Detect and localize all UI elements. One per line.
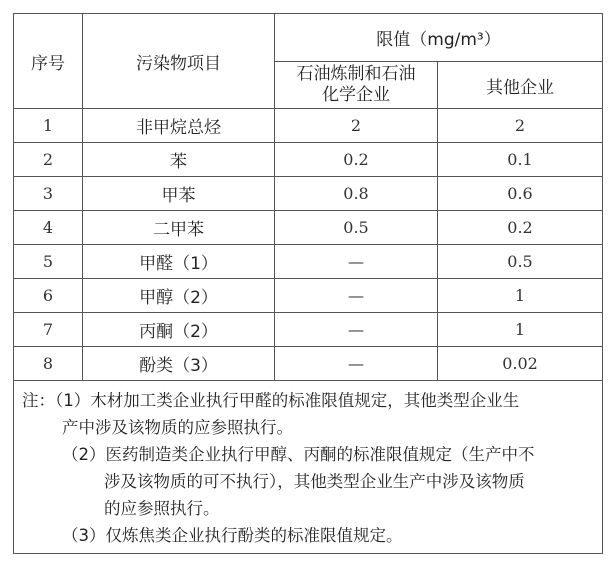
row-seq: 5 bbox=[14, 245, 83, 279]
row-item: 苯 bbox=[83, 143, 275, 177]
row-seq: 3 bbox=[14, 177, 83, 211]
row-other: 1 bbox=[438, 279, 603, 313]
row-item: 非甲烷总烃 bbox=[83, 109, 275, 143]
row-item: 酚类（3） bbox=[83, 347, 275, 381]
limit-title-text: 限值（mg/m³） bbox=[376, 30, 501, 50]
header-seq: 序号 bbox=[14, 14, 83, 109]
row-seq: 6 bbox=[14, 279, 83, 313]
row-seq: 4 bbox=[14, 211, 83, 245]
row-petro: — bbox=[275, 313, 438, 347]
note-1-line-1: 注：（1）木材加工类企业执行甲醛的标准限值规定，其他类型企业生 bbox=[22, 391, 520, 410]
note-1-line-2: 产中涉及该物质的应参照执行。 bbox=[62, 418, 293, 437]
table-row bbox=[14, 143, 603, 177]
header-col-other: 其他企业 bbox=[438, 62, 603, 109]
row-other: 0.1 bbox=[438, 143, 603, 177]
row-petro: — bbox=[275, 279, 438, 313]
row-seq: 8 bbox=[14, 347, 83, 381]
row-petro: 0.2 bbox=[275, 143, 438, 177]
notes-cell bbox=[14, 381, 603, 554]
row-petro: 2 bbox=[275, 109, 438, 143]
row-seq: 2 bbox=[14, 143, 83, 177]
notes-row bbox=[14, 381, 603, 554]
header-col-petro bbox=[275, 62, 438, 109]
row-item: 丙酮（2） bbox=[83, 313, 275, 347]
row-petro: 0.8 bbox=[275, 177, 438, 211]
table-row bbox=[14, 279, 603, 313]
header-row bbox=[14, 14, 603, 62]
note-3-line-1: （3）仅炼焦类企业执行酚类的标准限值规定。 bbox=[62, 526, 403, 545]
header-limit-title bbox=[275, 14, 603, 62]
row-other: 0.6 bbox=[438, 177, 603, 211]
table-row bbox=[14, 109, 603, 143]
row-item: 甲醛（1） bbox=[83, 245, 275, 279]
row-other: 0.5 bbox=[438, 245, 603, 279]
table-row bbox=[14, 211, 603, 245]
note-2-line-1: （2）医药制造类企业执行甲醇、丙酮的标准限值规定（生产中不 bbox=[62, 445, 535, 464]
note-2-line-2: 涉及该物质的可不执行），其他类型企业生产中涉及该物质 bbox=[104, 472, 525, 491]
row-item: 二甲苯 bbox=[83, 211, 275, 245]
note-2-line-3: 的应参照执行。 bbox=[104, 499, 220, 518]
row-petro: — bbox=[275, 347, 438, 381]
table-row bbox=[14, 177, 603, 211]
header-item: 污染物项目 bbox=[83, 14, 275, 109]
row-other: 0.02 bbox=[438, 347, 603, 381]
table-row bbox=[14, 313, 603, 347]
row-other: 0.2 bbox=[438, 211, 603, 245]
row-other: 1 bbox=[438, 313, 603, 347]
row-item: 甲醇（2） bbox=[83, 279, 275, 313]
header-col-petro-label: 石油炼制和石油化学企业 bbox=[296, 64, 416, 105]
table-row bbox=[14, 347, 603, 381]
row-item: 甲苯 bbox=[83, 177, 275, 211]
table-row bbox=[14, 245, 603, 279]
row-petro: 0.5 bbox=[275, 211, 438, 245]
row-petro: — bbox=[275, 245, 438, 279]
emission-limits-table bbox=[13, 13, 603, 554]
row-seq: 1 bbox=[14, 109, 83, 143]
row-other: 2 bbox=[438, 109, 603, 143]
row-seq: 7 bbox=[14, 313, 83, 347]
